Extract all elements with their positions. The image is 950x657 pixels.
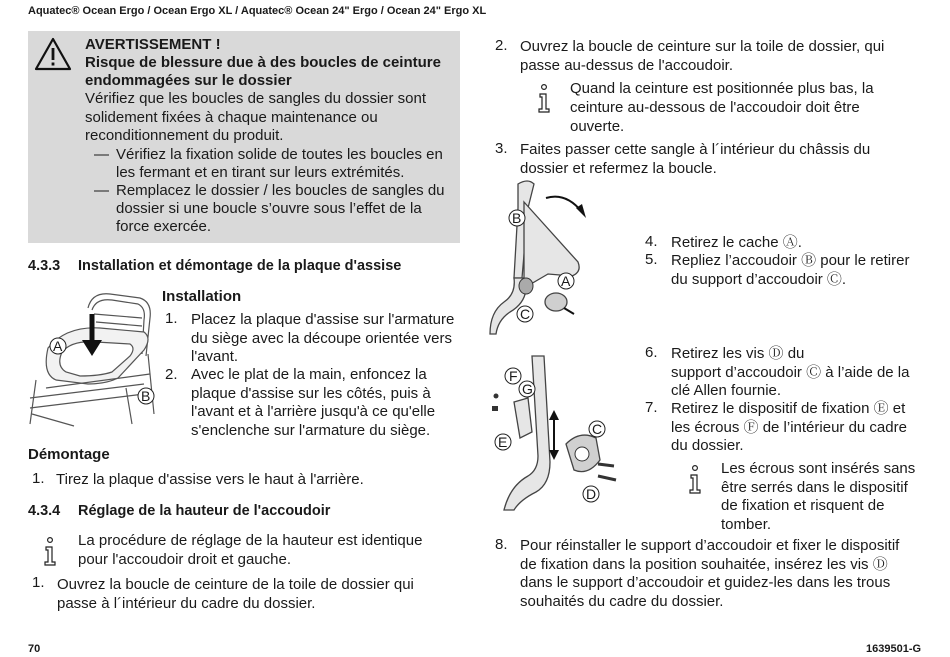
step-number: 4.: [645, 233, 658, 250]
page-number: 70: [28, 643, 41, 655]
step-number: 3.: [495, 140, 508, 157]
warning-triangle-icon: [34, 37, 72, 71]
note-text: ouverte.: [570, 118, 625, 135]
step-number: 5.: [645, 251, 658, 268]
armrest-removal-illustration: [488, 178, 628, 343]
warning-bullet-text: Remplacez le dossier / les boucles de sangles du: [116, 182, 445, 199]
label-d: D: [586, 486, 597, 502]
demontage-heading: Démontage: [28, 446, 110, 463]
step-text: clé Allen fournie.: [671, 382, 782, 399]
step-text: Placez la plaque d'assise sur l'armature: [191, 311, 455, 328]
step-text: Ouvrez la boucle de ceinture de la toile de dossier qui: [57, 576, 414, 593]
step-text: du support d’accoudoir Ⓒ.: [671, 271, 847, 288]
step-number: 7.: [645, 399, 658, 416]
step-text: Ouvrez la boucle de ceinture sur la toile de dossier, qui: [520, 38, 885, 55]
step-text: dans le support d’accoudoir et guidez-les dans les trous: [520, 574, 891, 591]
step-number: 1.: [32, 574, 45, 591]
step-text: Tirez la plaque d'assise vers le haut à l'arrière.: [56, 471, 364, 488]
label-a: A: [561, 273, 571, 289]
step-text: les écrous Ⓕ de l’intérieur du cadre: [671, 419, 907, 436]
step-text: Retirez le dispositif de fixation Ⓔ et: [671, 400, 906, 417]
step-number: 2.: [165, 366, 178, 383]
dash-bullet: —: [94, 146, 109, 163]
note-text: ceinture au-dessous de l'accoudoir doit être: [570, 99, 860, 116]
step-text: Faites passer cette sangle à l´intérieur du châssis du: [520, 141, 871, 158]
label-g: G: [522, 381, 533, 397]
step-text: souhaités du cadre du dossier.: [520, 593, 724, 610]
step-text: Retirez le cache Ⓐ.: [671, 234, 802, 251]
note-text: tomber.: [721, 516, 772, 533]
warning-title: AVERTISSEMENT !: [85, 36, 221, 53]
info-icon: [687, 465, 703, 495]
label-f: F: [509, 368, 518, 384]
dash-bullet: —: [94, 182, 109, 199]
info-icon: [536, 84, 552, 114]
document-number: 1639501-G: [866, 643, 922, 655]
step-text: Retirez les vis Ⓓ du: [671, 345, 805, 362]
seat-plate-illustration: [26, 288, 158, 428]
step-text: plaque d'assise sur les côtés, puis à: [191, 385, 431, 402]
warning-bullet-text: dossier si une boucle s’ouvre sous l’effet de la: [116, 200, 422, 217]
note-text: de fixation et risquent de: [721, 497, 885, 514]
warning-text: reconditionnement du produit.: [85, 127, 284, 144]
warning-text: solidement fixées à chaque maintenance ou: [85, 109, 378, 126]
section-number: 4.3.4: [28, 503, 61, 519]
section-title: Installation et démontage de la plaque d'assise: [78, 258, 402, 274]
label-b: B: [141, 388, 151, 404]
warning-subtitle-line1: Risque de blessure due à des boucles de ceinture: [85, 54, 441, 71]
step-number: 1.: [165, 310, 178, 327]
warning-bullet-text: les fermant et en tirant sur leurs extrémités.: [116, 164, 405, 181]
step-text: Repliez l’accoudoir Ⓑ pour le retirer: [671, 252, 910, 269]
step-text: passe au-dessus de l'accoudoir.: [520, 57, 733, 74]
step-text: du dossier.: [671, 437, 744, 454]
note-text: pour l'accoudoir droit et gauche.: [78, 551, 291, 568]
warning-bullet-text: force exercée.: [116, 218, 212, 235]
label-c: C: [520, 306, 531, 322]
step-text: Avec le plat de la main, enfoncez la: [191, 366, 427, 383]
label-b: B: [512, 210, 522, 226]
section-number: 4.3.3: [28, 258, 61, 274]
running-header: Aquatec® Ocean Ergo / Ocean Ergo XL / Aquatec® Ocean 24" Ergo / Ocean 24" Ergo XL: [28, 5, 487, 17]
warning-text: Vérifiez que les boucles de sangles du dossier sont: [85, 90, 427, 107]
step-text: du siège avec la découpe orientée vers: [191, 330, 453, 347]
section-title: Réglage de la hauteur de l'accoudoir: [78, 503, 331, 519]
note-text: La procédure de réglage de la hauteur est identique: [78, 532, 423, 549]
step-text: de fixation dans la position souhaitée, insérez les vis Ⓓ: [520, 556, 888, 573]
label-e: E: [498, 434, 508, 450]
label-a: A: [53, 338, 63, 354]
step-number: 8.: [495, 536, 508, 553]
step-text: l'avant.: [191, 348, 239, 365]
step-text: Pour réinstaller le support d’accoudoir et fixer le dispositif: [520, 537, 900, 554]
step-text: l'avant et à l'arrière jusqu'à ce qu'elle: [191, 403, 436, 420]
label-c: C: [592, 421, 603, 437]
step-text: support d’accoudoir Ⓒ à l’aide de la: [671, 364, 910, 381]
step-number: 6.: [645, 344, 658, 361]
step-number: 1.: [32, 470, 45, 487]
note-text: être serrés dans le dispositif: [721, 479, 908, 496]
step-text: passe à l´intérieur du cadre du dossier.: [57, 595, 316, 612]
note-text: Les écrous sont insérés sans: [721, 460, 916, 477]
note-text: Quand la ceinture est positionnée plus bas, la: [570, 80, 874, 97]
step-number: 2.: [495, 37, 508, 54]
info-icon: [42, 537, 58, 567]
step-text: s'enclenche sur l'armature du siège.: [191, 422, 431, 439]
warning-bullet-text: Vérifiez la fixation solide de toutes les boucles en: [116, 146, 443, 163]
warning-subtitle-line2: endommagées sur le dossier: [85, 72, 292, 89]
installation-heading: Installation: [162, 288, 242, 305]
step-text: dossier et refermez la boucle.: [520, 160, 717, 177]
